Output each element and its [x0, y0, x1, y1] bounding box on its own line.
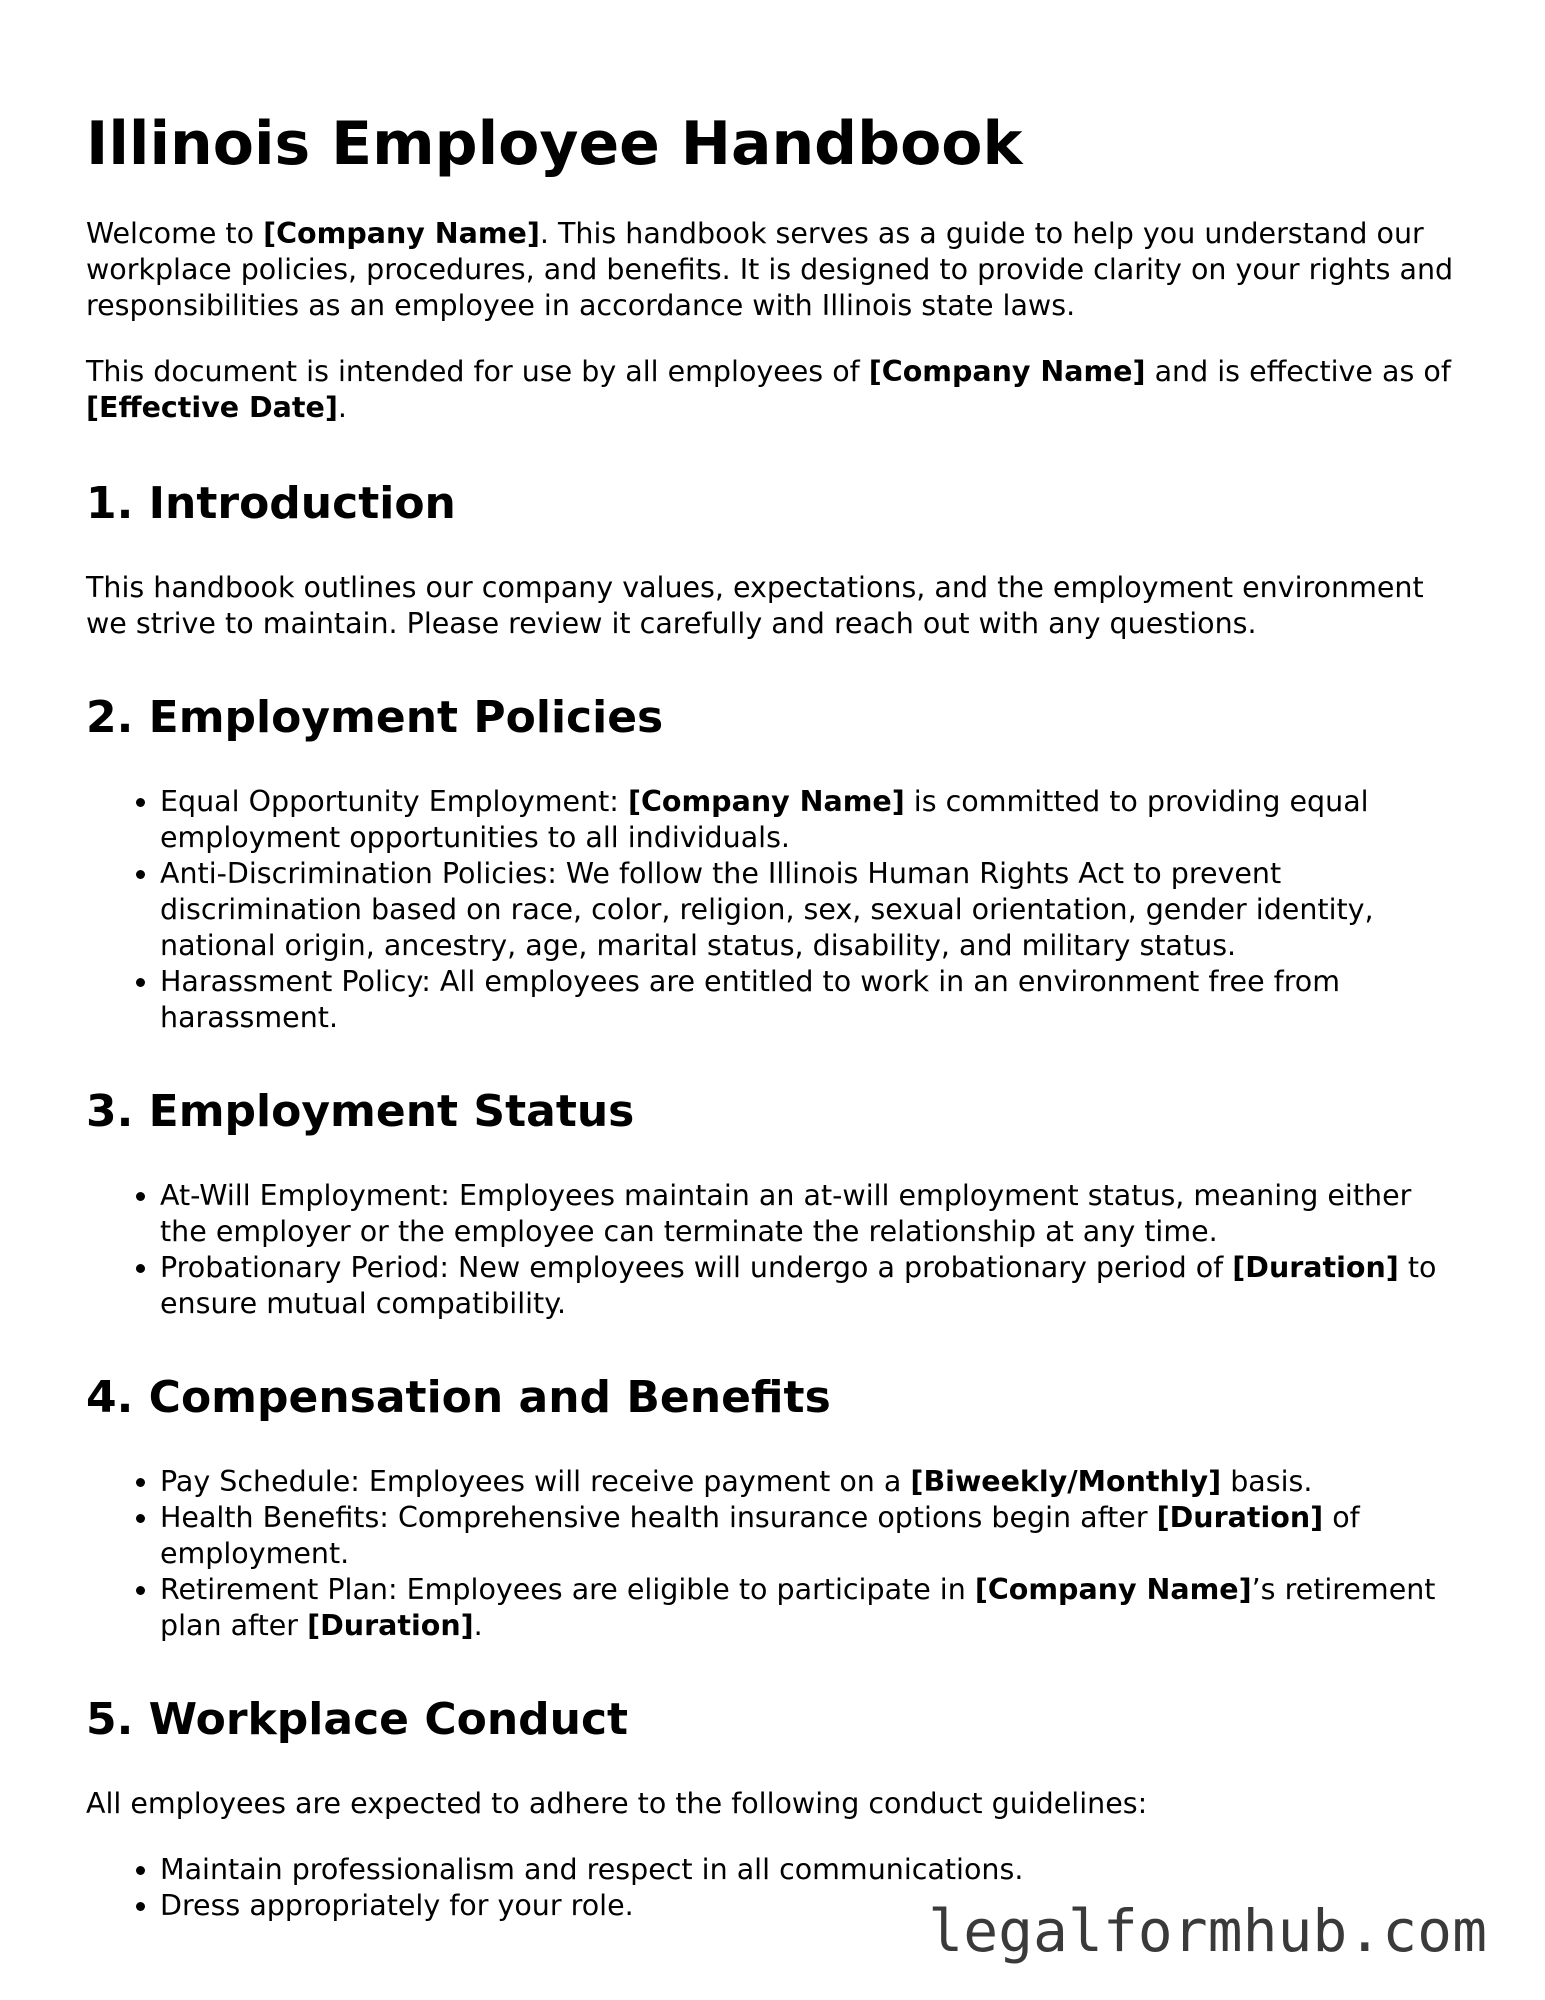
placeholder-company-name: [Company Name] [263, 217, 540, 250]
intro-paragraph-1 [86, 216, 1466, 324]
placeholder-effective-date: [Effective Date] [86, 391, 338, 424]
list-item [160, 1500, 1466, 1572]
text-run: Pay Schedule: Employees will receive payment on a [160, 1465, 911, 1498]
placeholder-pay-schedule: [Biweekly/Monthly] [910, 1465, 1222, 1498]
introduction-paragraph: This handbook outlines our company values, expectations, and the employment environment we strive to maintain. Please review it carefully and reach out with any questions. [86, 571, 1424, 640]
text-run: . [473, 1609, 483, 1642]
section-heading-workplace-conduct: 5. Workplace Conduct [86, 1694, 629, 1745]
workplace-conduct-paragraph: All employees are expected to adhere to the following conduct guidelines: [86, 1787, 1148, 1820]
placeholder-company-name: [Company Name] [868, 355, 1146, 388]
placeholder-duration: [Duration] [1232, 1251, 1399, 1284]
employment-status-list [86, 1178, 1466, 1322]
watermark: legalformhub.com [928, 1897, 1487, 1965]
placeholder-duration: [Duration] [1156, 1501, 1324, 1534]
text-run: At-Will Employment: Employees maintain an at-will employment status, meaning either the employer or the employee can terminate the relationship at any time. [160, 1179, 1412, 1248]
compensation-benefits-list [86, 1464, 1466, 1644]
text-run: . This handbook serves as a guide to help you understand our workplace policies, procedures, and benefits. It is designed to provide clarity on your rights and responsibilities as an employee in accordance with Illinois state laws. [86, 217, 1454, 322]
text-run: ’s retirement plan after [160, 1573, 1436, 1642]
document-body [86, 216, 1466, 1960]
text-run: Health Benefits: Comprehensive health insurance options begin after [160, 1501, 1157, 1534]
list-item [160, 964, 1466, 1036]
text-run: basis. [1221, 1465, 1313, 1498]
text-run: Equal Opportunity Employment: [160, 785, 628, 818]
section-heading-compensation-benefits: 4. Compensation and Benefits [86, 1372, 831, 1423]
list-item [160, 1250, 1466, 1322]
text-run: Harassment Policy: All employees are entitled to work in an environment free from harassment. [160, 965, 1340, 1034]
text-run: Dress appropriately for your role. [160, 1889, 634, 1922]
list-item [160, 1464, 1466, 1500]
text-run: This document is intended for use by all employees of [86, 355, 869, 388]
section-heading-introduction: 1. Introduction [86, 478, 456, 529]
list-item [160, 1572, 1466, 1644]
placeholder-company-name: [Company Name] [974, 1573, 1252, 1606]
list-item [160, 1178, 1466, 1250]
section-heading-employment-policies: 2. Employment Policies [86, 692, 664, 743]
text-run: Maintain professionalism and respect in all communications. [160, 1853, 1024, 1886]
text-run: Anti-Discrimination Policies: We follow the Illinois Human Rights Act to prevent discrimination based on race, color, religion, sex, sexual orientation, gender identity, national origin, ancestry, age, marital status, disability, and military status. [160, 857, 1374, 962]
text-run: of employment. [160, 1501, 1360, 1570]
intro-paragraph-2 [86, 354, 1466, 426]
text-run: . [337, 391, 347, 424]
text-run: Retirement Plan: Employees are eligible to participate in [160, 1573, 975, 1606]
text-run: is committed to providing equal employment opportunities to all individuals. [160, 785, 1369, 854]
list-item [160, 784, 1466, 856]
text-run: Probationary Period: New employees will undergo a probationary period of [160, 1251, 1233, 1284]
text-run: Welcome to [86, 217, 264, 250]
list-item [160, 856, 1466, 964]
text-run: to ensure mutual compatibility. [160, 1251, 1437, 1320]
employment-policies-list [86, 784, 1466, 1036]
text-run: and is effective as of [1145, 355, 1451, 388]
placeholder-company-name: [Company Name] [627, 785, 905, 818]
placeholder-duration: [Duration] [307, 1609, 474, 1642]
list-item [160, 1852, 1466, 1888]
document-title: Illinois Employee Handbook [86, 109, 1023, 179]
section-heading-employment-status: 3. Employment Status [86, 1086, 635, 1137]
